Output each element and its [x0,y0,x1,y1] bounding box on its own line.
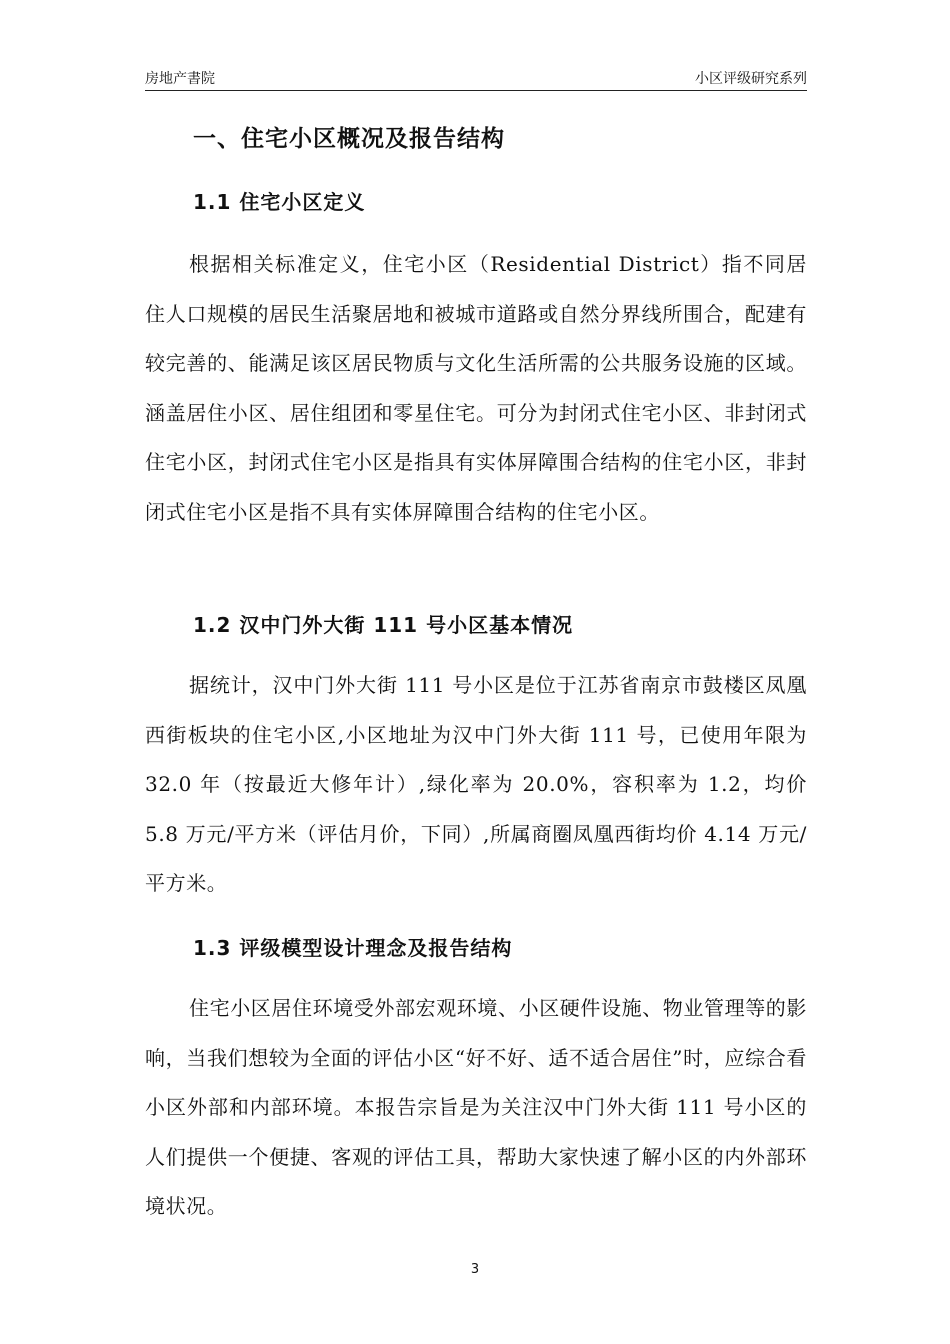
header-series: 小区评级研究系列 [695,71,807,87]
page-header [145,66,807,91]
page-number: 3 [470,1262,480,1277]
header-publisher: 房地产書院 [145,71,215,87]
paragraph-definition: 根据相关标准定义，住宅小区（Residential District）指不同居住人口规模的居民生活聚居地和被城市道路或自然分界线所围合，配建有较完善的、能满足该区居民物质与文化生活所需的公共服务设施的区域。涵盖居住小区、居住组团和零星住宅。可分为封闭式住宅小区、非封闭式住宅小区，封闭式住宅小区是指具有实体屏障围合结构的住宅小区，非封闭式住宅小区是指不具有实体屏障围合结构的住宅小区。 [145,252,807,524]
paragraph-model-design: 住宅小区居住环境受外部宏观环境、小区硬件设施、物业管理等的影响，当我们想较为全面的评估小区“好不好、适不适合居住”时，应综合看小区外部和内部环境。本报告宗旨是为关注汉中门外大街 111 号小区的人们提供一个便捷、客观的评估工具，帮助大家快速了解小区的内外部环境状况。 [145,996,807,1218]
subsection-title-1-1: 1.1 住宅小区定义 [193,190,366,214]
paragraph-basic-info: 据统计，汉中门外大街 111 号小区是位于江苏省南京市鼓楼区凤凰西街板块的住宅小区,小区地址为汉中门外大街 111 号，已使用年限为 32.0 年（按最近大修年计）,绿化率为 20.0%，容积率为 1.2，均价 5.8 万元/平方米（评估月价，下同）,所属商圈凤凰西街均价 4.14 万元/平方米。 [145,673,807,895]
section-title: 一、住宅小区概况及报告结构 [193,126,505,152]
subsection-title-1-2: 1.2 汉中门外大街 111 号小区基本情况 [193,613,574,637]
subsection-title-1-3: 1.3 评级模型设计理念及报告结构 [193,936,513,960]
